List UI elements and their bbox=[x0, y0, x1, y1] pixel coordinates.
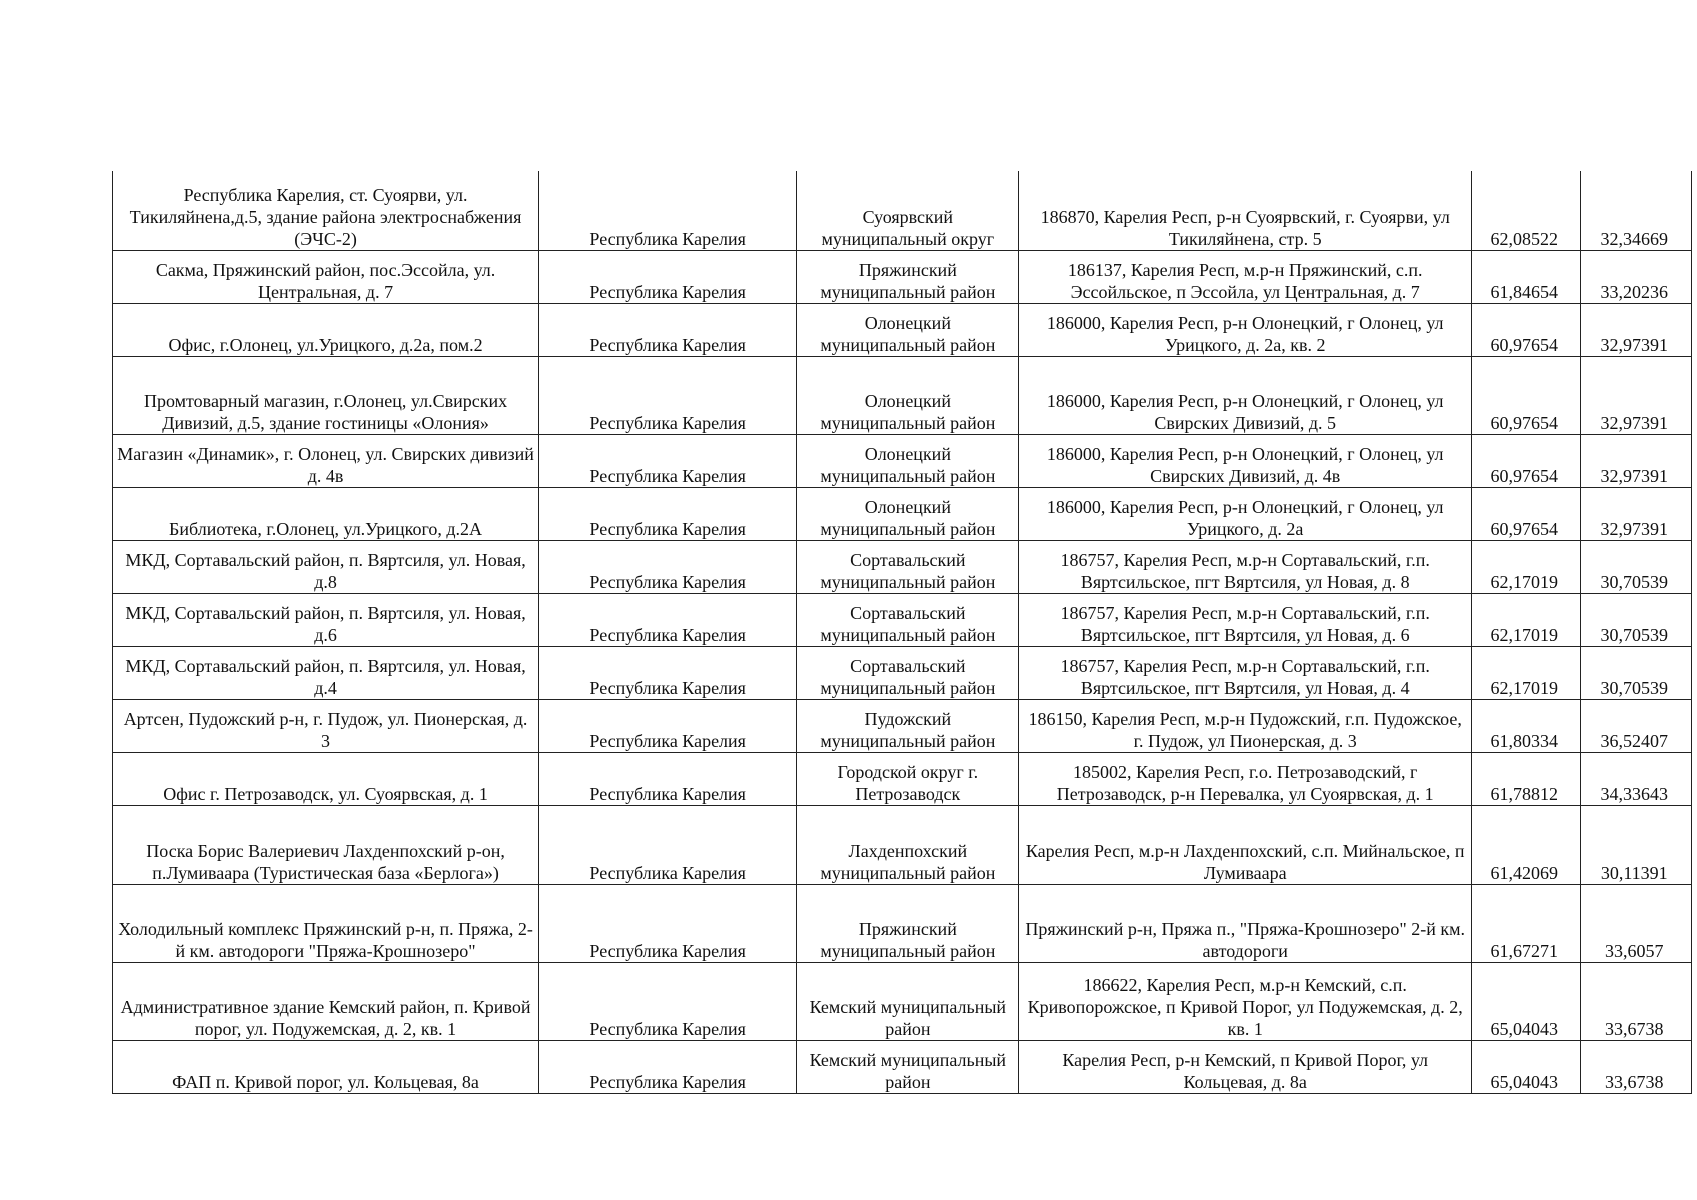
cell-longitude: 30,11391 bbox=[1581, 805, 1692, 884]
cell-region: Республика Карелия bbox=[539, 434, 797, 487]
cell-longitude: 32,97391 bbox=[1581, 487, 1692, 540]
cell-region: Республика Карелия bbox=[539, 1040, 797, 1093]
cell-latitude: 65,04043 bbox=[1472, 1040, 1581, 1093]
cell-latitude: 62,08522 bbox=[1472, 171, 1581, 250]
table-row bbox=[113, 1040, 1692, 1093]
cell-municipality: Кемский муниципальный район bbox=[797, 1040, 1019, 1093]
cell-region: Республика Карелия bbox=[539, 250, 797, 303]
cell-address: Карелия Респ, м.р-н Лахденпохский, с.п. Мийнальское, п Лумиваара bbox=[1019, 805, 1472, 884]
cell-address: 186622, Карелия Респ, м.р-н Кемский, с.п. Кривопорожское, п Кривой Порог, ул Подужемская, д. 2, кв. 1 bbox=[1019, 962, 1472, 1040]
cell-region: Республика Карелия bbox=[539, 540, 797, 593]
cell-municipality: Пряжинский муниципальный район bbox=[797, 250, 1019, 303]
cell-latitude: 61,42069 bbox=[1472, 805, 1581, 884]
cell-address: 186000, Карелия Респ, р-н Олонецкий, г Олонец, ул Урицкого, д. 2а bbox=[1019, 487, 1472, 540]
cell-object-name: Библиотека, г.Олонец, ул.Урицкого, д.2А bbox=[113, 487, 539, 540]
cell-object-name: Промтоварный магазин, г.Олонец, ул.Свирских Дивизий, д.5, здание гостиницы «Олония» bbox=[113, 356, 539, 434]
cell-municipality: Сортавальский муниципальный район bbox=[797, 593, 1019, 646]
cell-longitude: 32,97391 bbox=[1581, 303, 1692, 356]
cell-object-name: Офис, г.Олонец, ул.Урицкого, д.2а, пом.2 bbox=[113, 303, 539, 356]
cell-longitude: 32,97391 bbox=[1581, 434, 1692, 487]
cell-region: Республика Карелия bbox=[539, 884, 797, 962]
cell-object-name: Офис г. Петрозаводск, ул. Суоярвская, д. 1 bbox=[113, 752, 539, 805]
cell-address: 186757, Карелия Респ, м.р-н Сортавальский, г.п. Вяртсильское, пгт Вяртсиля, ул Новая, д. 4 bbox=[1019, 646, 1472, 699]
cell-region: Республика Карелия bbox=[539, 356, 797, 434]
cell-municipality: Олонецкий муниципальный район bbox=[797, 303, 1019, 356]
cell-address: 185002, Карелия Респ, г.о. Петрозаводский, г Петрозаводск, р-н Перевалка, ул Суоярвская, д. 1 bbox=[1019, 752, 1472, 805]
table-row bbox=[113, 646, 1692, 699]
cell-longitude: 33,20236 bbox=[1581, 250, 1692, 303]
cell-municipality: Сортавальский муниципальный район bbox=[797, 646, 1019, 699]
cell-region: Республика Карелия bbox=[539, 171, 797, 250]
cell-latitude: 62,17019 bbox=[1472, 593, 1581, 646]
cell-latitude: 62,17019 bbox=[1472, 540, 1581, 593]
cell-object-name: Поска Борис Валериевич Лахденпохский р-он, п.Лумиваара (Туристическая база «Берлога») bbox=[113, 805, 539, 884]
cell-latitude: 65,04043 bbox=[1472, 962, 1581, 1040]
table-row bbox=[113, 434, 1692, 487]
cell-address: Карелия Респ, р-н Кемский, п Кривой Порог, ул Кольцевая, д. 8а bbox=[1019, 1040, 1472, 1093]
cell-object-name: МКД, Сортавальский район, п. Вяртсиля, ул. Новая, д.8 bbox=[113, 540, 539, 593]
table-row bbox=[113, 752, 1692, 805]
table-row bbox=[113, 303, 1692, 356]
cell-object-name: Магазин «Динамик», г. Олонец, ул. Свирских дивизий д. 4в bbox=[113, 434, 539, 487]
cell-longitude: 32,34669 bbox=[1581, 171, 1692, 250]
table-row bbox=[113, 805, 1692, 884]
cell-address: 186000, Карелия Респ, р-н Олонецкий, г Олонец, ул Свирских Дивизий, д. 5 bbox=[1019, 356, 1472, 434]
table-row bbox=[113, 699, 1692, 752]
cell-longitude: 33,6738 bbox=[1581, 962, 1692, 1040]
cell-latitude: 60,97654 bbox=[1472, 356, 1581, 434]
cell-address: 186870, Карелия Респ, р-н Суоярвский, г. Суоярви, ул Тикиляйнена, стр. 5 bbox=[1019, 171, 1472, 250]
cell-municipality: Пудожский муниципальный район bbox=[797, 699, 1019, 752]
table-row bbox=[113, 171, 1692, 250]
cell-region: Республика Карелия bbox=[539, 593, 797, 646]
cell-latitude: 62,17019 bbox=[1472, 646, 1581, 699]
cell-address: 186000, Карелия Респ, р-н Олонецкий, г Олонец, ул Свирских Дивизий, д. 4в bbox=[1019, 434, 1472, 487]
cell-latitude: 60,97654 bbox=[1472, 487, 1581, 540]
cell-longitude: 36,52407 bbox=[1581, 699, 1692, 752]
cell-municipality: Олонецкий муниципальный район bbox=[797, 487, 1019, 540]
cell-object-name: Административное здание Кемский район, п. Кривой порог, ул. Подужемская, д. 2, кв. 1 bbox=[113, 962, 539, 1040]
cell-object-name: МКД, Сортавальский район, п. Вяртсиля, ул. Новая, д.4 bbox=[113, 646, 539, 699]
table-body bbox=[113, 171, 1692, 1093]
cell-address: 186757, Карелия Респ, м.р-н Сортавальский, г.п. Вяртсильское, пгт Вяртсиля, ул Новая, д. 8 bbox=[1019, 540, 1472, 593]
cell-longitude: 33,6738 bbox=[1581, 1040, 1692, 1093]
cell-object-name: ФАП п. Кривой порог, ул. Кольцевая, 8а bbox=[113, 1040, 539, 1093]
cell-address: 186757, Карелия Респ, м.р-н Сортавальский, г.п. Вяртсильское, пгт Вяртсиля, ул Новая, д. 6 bbox=[1019, 593, 1472, 646]
cell-municipality: Пряжинский муниципальный район bbox=[797, 884, 1019, 962]
cell-region: Республика Карелия bbox=[539, 646, 797, 699]
cell-address: 186150, Карелия Респ, м.р-н Пудожский, г.п. Пудожское, г. Пудож, ул Пионерская, д. 3 bbox=[1019, 699, 1472, 752]
cell-latitude: 60,97654 bbox=[1472, 303, 1581, 356]
cell-region: Республика Карелия bbox=[539, 752, 797, 805]
cell-latitude: 61,67271 bbox=[1472, 884, 1581, 962]
cell-object-name: Республика Карелия, ст. Суоярви, ул. Тикиляйнена,д.5, здание района электроснабжения (ЭЧС-2) bbox=[113, 171, 539, 250]
table-row bbox=[113, 356, 1692, 434]
cell-municipality: Суоярвский муниципальный округ bbox=[797, 171, 1019, 250]
cell-object-name: МКД, Сортавальский район, п. Вяртсиля, ул. Новая, д.6 bbox=[113, 593, 539, 646]
table-row bbox=[113, 487, 1692, 540]
cell-municipality: Олонецкий муниципальный район bbox=[797, 356, 1019, 434]
cell-longitude: 30,70539 bbox=[1581, 540, 1692, 593]
cell-object-name: Холодильный комплекс Пряжинский р-н, п. Пряжа, 2-й км. автодороги "Пряжа-Крошнозеро" bbox=[113, 884, 539, 962]
cell-address: 186000, Карелия Респ, р-н Олонецкий, г Олонец, ул Урицкого, д. 2а, кв. 2 bbox=[1019, 303, 1472, 356]
cell-latitude: 61,84654 bbox=[1472, 250, 1581, 303]
cell-municipality: Сортавальский муниципальный район bbox=[797, 540, 1019, 593]
cell-latitude: 60,97654 bbox=[1472, 434, 1581, 487]
cell-latitude: 61,80334 bbox=[1472, 699, 1581, 752]
cell-object-name: Артсен, Пудожский р-н, г. Пудож, ул. Пионерская, д. 3 bbox=[113, 699, 539, 752]
cell-object-name: Сакма, Пряжинский район, пос.Эссойла, ул. Центральная, д. 7 bbox=[113, 250, 539, 303]
cell-municipality: Олонецкий муниципальный район bbox=[797, 434, 1019, 487]
cell-longitude: 33,6057 bbox=[1581, 884, 1692, 962]
cell-region: Республика Карелия bbox=[539, 303, 797, 356]
table-row bbox=[113, 884, 1692, 962]
cell-longitude: 32,97391 bbox=[1581, 356, 1692, 434]
cell-address: 186137, Карелия Респ, м.р-н Пряжинский, с.п. Эссойльское, п Эссойла, ул Центральная, д. 7 bbox=[1019, 250, 1472, 303]
cell-longitude: 30,70539 bbox=[1581, 593, 1692, 646]
table-row bbox=[113, 962, 1692, 1040]
cell-latitude: 61,78812 bbox=[1472, 752, 1581, 805]
table-row bbox=[113, 593, 1692, 646]
cell-municipality: Лахденпохский муниципальный район bbox=[797, 805, 1019, 884]
cell-municipality: Кемский муниципальный район bbox=[797, 962, 1019, 1040]
cell-region: Республика Карелия bbox=[539, 805, 797, 884]
cell-address: Пряжинский р-н, Пряжа п., "Пряжа-Крошнозеро" 2-й км. автодороги bbox=[1019, 884, 1472, 962]
cell-region: Республика Карелия bbox=[539, 962, 797, 1040]
table-row bbox=[113, 250, 1692, 303]
cell-longitude: 30,70539 bbox=[1581, 646, 1692, 699]
cell-region: Республика Карелия bbox=[539, 699, 797, 752]
table-row bbox=[113, 540, 1692, 593]
addresses-table bbox=[112, 171, 1692, 1094]
cell-longitude: 34,33643 bbox=[1581, 752, 1692, 805]
cell-region: Республика Карелия bbox=[539, 487, 797, 540]
cell-municipality: Городской округ г. Петрозаводск bbox=[797, 752, 1019, 805]
